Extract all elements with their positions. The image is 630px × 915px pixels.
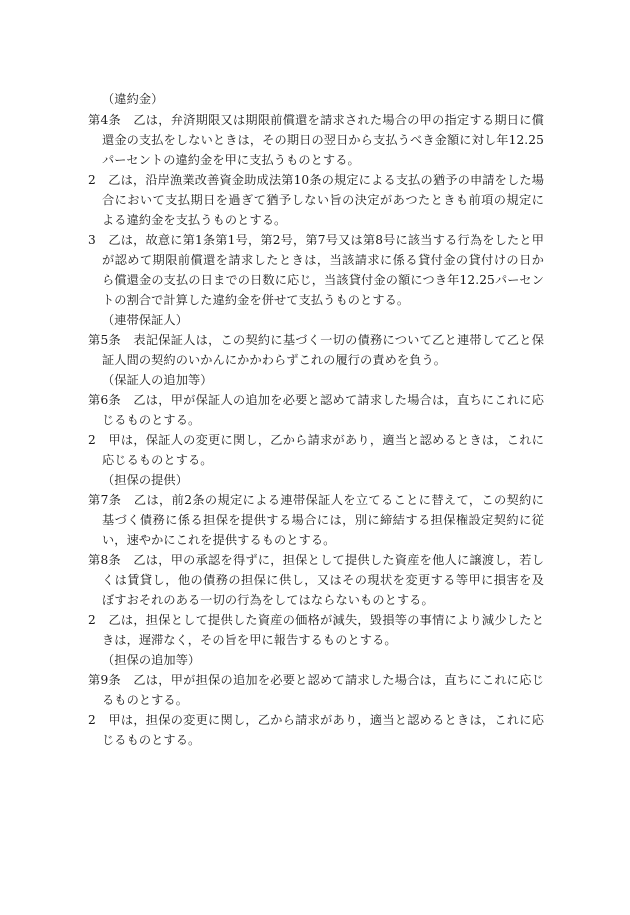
article-4-paragraph-2: 2 乙は，沿岸漁業改善資金助成法第10条の規定による支払の猶予の申請をした場合において支払期日を過ぎて猶予しない旨の決定があつたときも前項の規定による違約金を支払うものとする。 — [88, 173, 544, 227]
section-heading-joint-guarantor: （連帯保証人） — [102, 313, 189, 327]
article-4-paragraph-3: 3 乙は，故意に第1条第1号，第2号，第7号又は第8号に該当する行為をしたと甲が認めて期限前償還を請求したときは，当該請求に係る貸付金の貸付けの日から償還金の支払の日までの日数に応じ，当該貸付金の額につき年12.25パーセントの割合で計算した違約金を併せて支払うものとする。 — [88, 233, 544, 307]
document-body — [88, 89, 544, 750]
article-5-paragraph-1: 第5条 表記保証人は，この契約に基づく一切の債務について乙と連帯して乙と保証人間の契約のいかんにかかわらずこれの履行の責めを負う。 — [88, 333, 544, 367]
article-9-paragraph-2: 2 甲は，担保の変更に関し，乙から請求があり，適当と認めるときは，これに応じるものとする。 — [88, 713, 544, 747]
article-8-paragraph-2: 2 乙は，担保として提供した資産の価格が減失，毀損等の事情により減少したときは，遅滞なく，その旨を甲に報告するものとする。 — [88, 613, 544, 647]
section-heading-collateral-provision: （担保の提供） — [102, 473, 189, 487]
section-heading-guarantor-addition: （保証人の追加等） — [102, 373, 213, 387]
article-6-paragraph-2: 2 甲は，保証人の変更に関し，乙から請求があり，適当と認めるときは，これに応じるものとする。 — [88, 433, 544, 467]
article-6-paragraph-1: 第6条 乙は，甲が保証人の追加を必要と認めて請求した場合は，直ちにこれに応じるものとする。 — [88, 393, 544, 427]
article-9-paragraph-1: 第9条 乙は，甲が担保の追加を必要と認めて請求した場合は，直ちにこれに応じるものとする。 — [88, 673, 544, 707]
section-heading-penalty: （違約金） — [102, 92, 164, 106]
article-7-paragraph-1: 第7条 乙は，前2条の規定による連帯保証人を立てることに替えて，この契約に基づく債務に係る担保を提供する場合には，別に締結する担保権設定契約に従い，速やかにこれを提供するものとする。 — [88, 493, 544, 547]
section-heading-collateral-addition: （担保の追加等） — [102, 653, 201, 667]
article-4-paragraph-1: 第4条 乙は，弁済期限又は期限前償還を請求された場合の甲の指定する期日に償還金の支払をしないときは，その期日の翌日から支払うべき金額に対し年12.25パーセントの違約金を甲に支払うものとする。 — [88, 113, 544, 167]
article-8-paragraph-1: 第8条 乙は，甲の承認を得ずに，担保として提供した資産を他人に譲渡し，若しくは賃貸し，他の債務の担保に供し，又はその現状を変更する等甲に損害を及ぼすおそれのある一切の行為をしてはならないものとする。 — [88, 553, 544, 607]
